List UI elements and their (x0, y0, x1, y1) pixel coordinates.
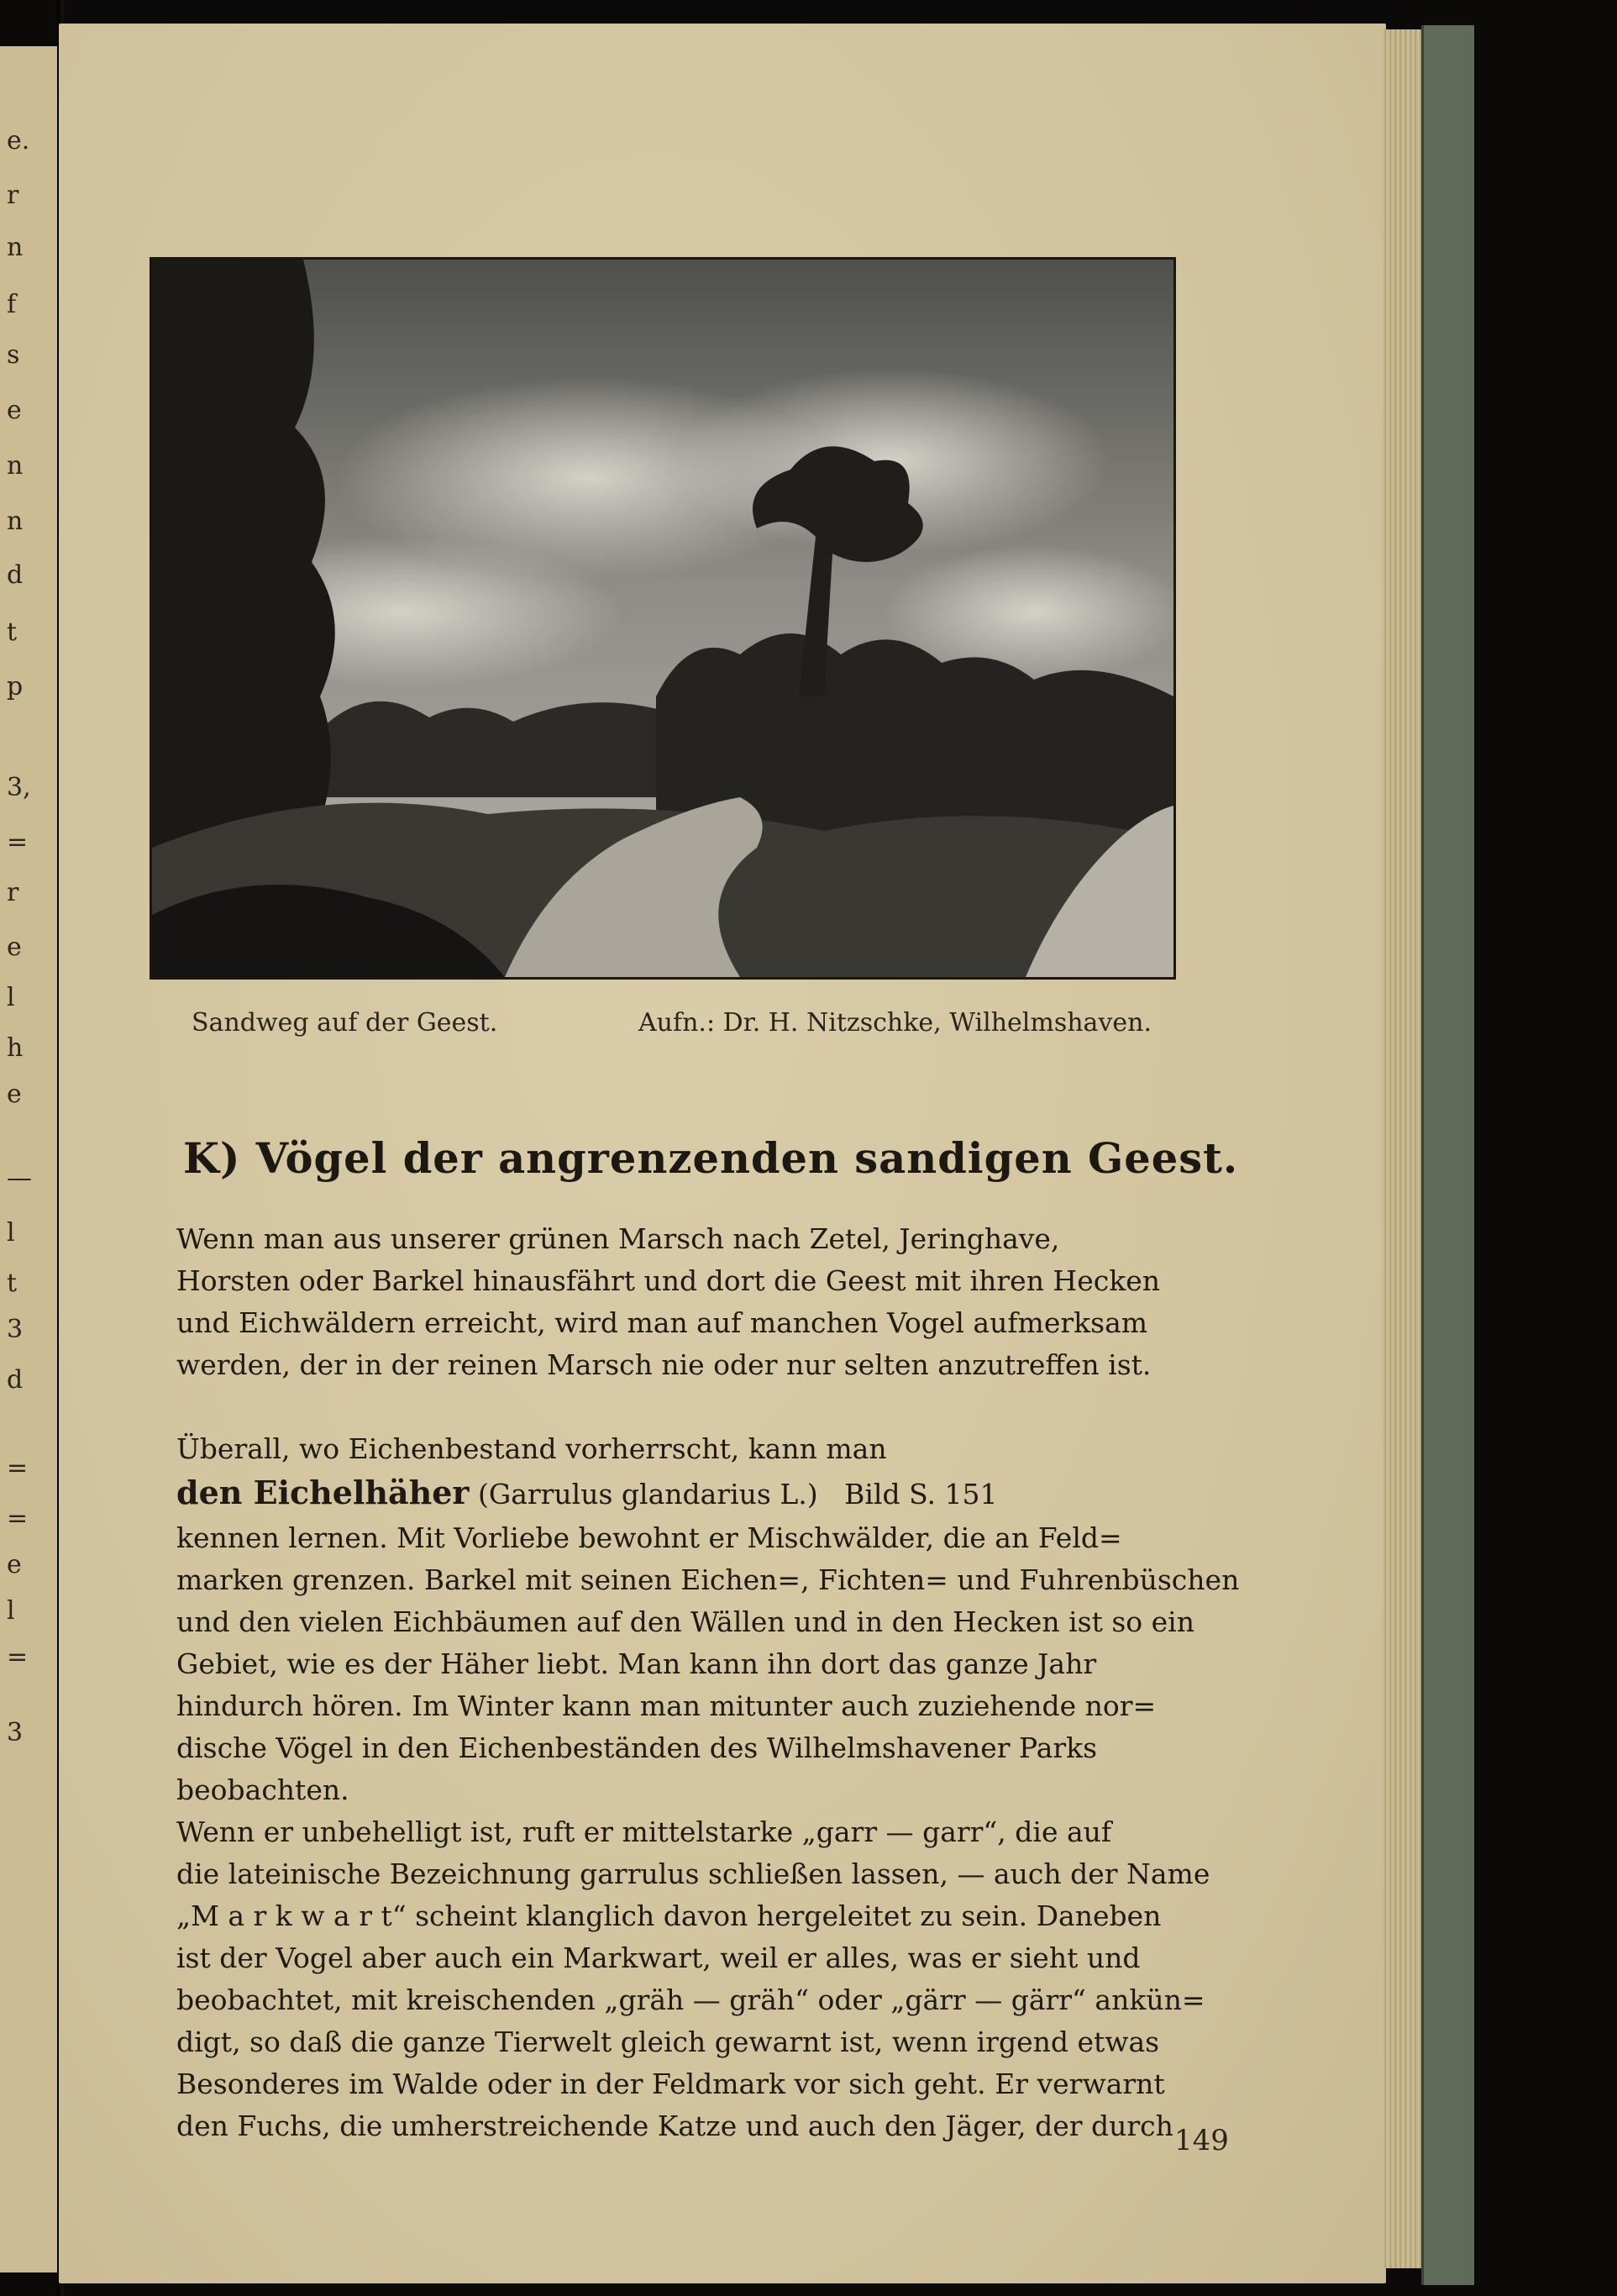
species-latin-name: (Garrulus glandarius L.) (477, 1478, 818, 1511)
text-line: kennen lernen. Mit Vorliebe bewohnt er Mischwälder, die an Feld= (176, 1521, 1122, 1554)
text-line: Gebiet, wie es der Häher liebt. Man kann ihn dort das ganze Jahr (176, 1647, 1097, 1680)
left-page-fragment: e (7, 396, 22, 425)
left-page-fragment: n (7, 507, 24, 536)
left-page-fragment: t (7, 617, 18, 647)
page-stack-edge (1382, 29, 1424, 2268)
text-line: digt, so daß die ganze Tierwelt gleich gewarnt ist, wenn irgend etwas (176, 2025, 1160, 2058)
photo-caption-credit: Aufn.: Dr. H. Nitzschke, Wilhelmshaven. (638, 1008, 1152, 1038)
left-page-fragment: = (7, 828, 29, 857)
left-page-fragment: r (7, 181, 19, 210)
body-paragraph-1 (176, 1517, 1243, 1811)
text-line: Überall, wo Eichenbestand vorherrscht, kann man (176, 1432, 887, 1465)
left-page-fragment: n (7, 233, 24, 262)
left-page-fragment: l (7, 1596, 15, 1626)
sandy-path-photo-image (152, 260, 1173, 977)
text-line: marken grenzen. Barkel mit seinen Eichen=, Fichten= und Fuhrenbüschen (176, 1563, 1240, 1596)
text-line: und Eichwäldern erreicht, wird man auf manchen Vogel aufmerksam (176, 1306, 1148, 1339)
text-line: die lateinische Bezeichnung garrulus schließen lassen, — auch der Name (176, 1857, 1210, 1890)
left-page-fragment: s (7, 340, 20, 370)
left-page-fragment: d (7, 1365, 24, 1395)
left-page-fragment: t (7, 1269, 18, 1298)
left-page-fragment: = (7, 1504, 29, 1533)
left-page-fragment: l (7, 1218, 15, 1248)
intro-paragraph (176, 1218, 1243, 1386)
page-number: 149 (1174, 2124, 1229, 2157)
text-line: ist der Vogel aber auch ein Markwart, weil er alles, was er sieht und (176, 1941, 1141, 1974)
figure-reference: Bild S. 151 (844, 1478, 998, 1511)
left-page-fragment: 3, (7, 773, 31, 802)
left-page-fragment: h (7, 1033, 24, 1063)
text-line: Wenn er unbehelligt ist, ruft er mittelstarke „garr — garr“, die auf (176, 1815, 1112, 1848)
text-line: beobachten. (176, 1773, 349, 1806)
left-page-fragment: e (7, 1080, 22, 1109)
left-page-fragment: = (7, 1642, 29, 1672)
species-name: den Eichelhäher (176, 1474, 470, 1511)
landscape-photo (150, 257, 1176, 980)
left-page-fragment: e. (7, 126, 30, 155)
left-page-fragment: l (7, 983, 15, 1012)
text-line: „M a r k w a r t“ scheint klanglich davon hergeleitet zu sein. Daneben (176, 1899, 1162, 1932)
left-page-fragment: = (7, 1453, 29, 1483)
section-heading: K) Vögel der angrenzenden sandigen Geest. (183, 1134, 1239, 1183)
left-page-fragment: — (7, 1164, 32, 1193)
left-page-fragment: 3 (7, 1718, 24, 1747)
left-page-fragment: 3 (7, 1315, 24, 1344)
left-page-fragment: n (7, 451, 24, 481)
left-page-fragment: p (7, 672, 24, 701)
text-line: hindurch hören. Im Winter kann man mitunter auch zuziehende nor= (176, 1689, 1157, 1722)
book-cover (1421, 25, 1474, 2285)
left-page-edge (0, 46, 59, 2272)
text-line: den Fuchs, die umherstreichende Katze und auch den Jäger, der durch (176, 2109, 1173, 2142)
text-line: Wenn man aus unserer grünen Marsch nach Zetel, Jeringhave, (176, 1222, 1060, 1255)
text-line: Horsten oder Barkel hinausfährt und dort die Geest mit ihren Hecken (176, 1264, 1161, 1297)
text-line: und den vielen Eichbäumen auf den Wällen und in den Hecken ist so ein (176, 1605, 1194, 1638)
lead-line (176, 1428, 1243, 1470)
text-line: Besonderes im Walde oder in der Feldmark vor sich geht. Er verwarnt (176, 2067, 1165, 2100)
left-page-fragment: d (7, 560, 24, 590)
text-line: werden, der in der reinen Marsch nie oder nur selten anzutreffen ist. (176, 1348, 1152, 1381)
left-page-fragment: r (7, 878, 19, 907)
left-page-fragment: e (7, 1550, 22, 1579)
species-line (176, 1472, 1243, 1516)
text-line: dische Vögel in den Eichenbeständen des Wilhelmshavener Parks (176, 1731, 1098, 1764)
body-paragraph-2 (176, 1811, 1243, 2147)
left-page-fragment: f (7, 290, 17, 319)
left-page-fragment: e (7, 933, 22, 962)
text-line: beobachtet, mit kreischenden „gräh — gräh“ oder „gärr — gärr“ ankün= (176, 1983, 1205, 2016)
photo-caption-title: Sandweg auf der Geest. (192, 1008, 498, 1038)
